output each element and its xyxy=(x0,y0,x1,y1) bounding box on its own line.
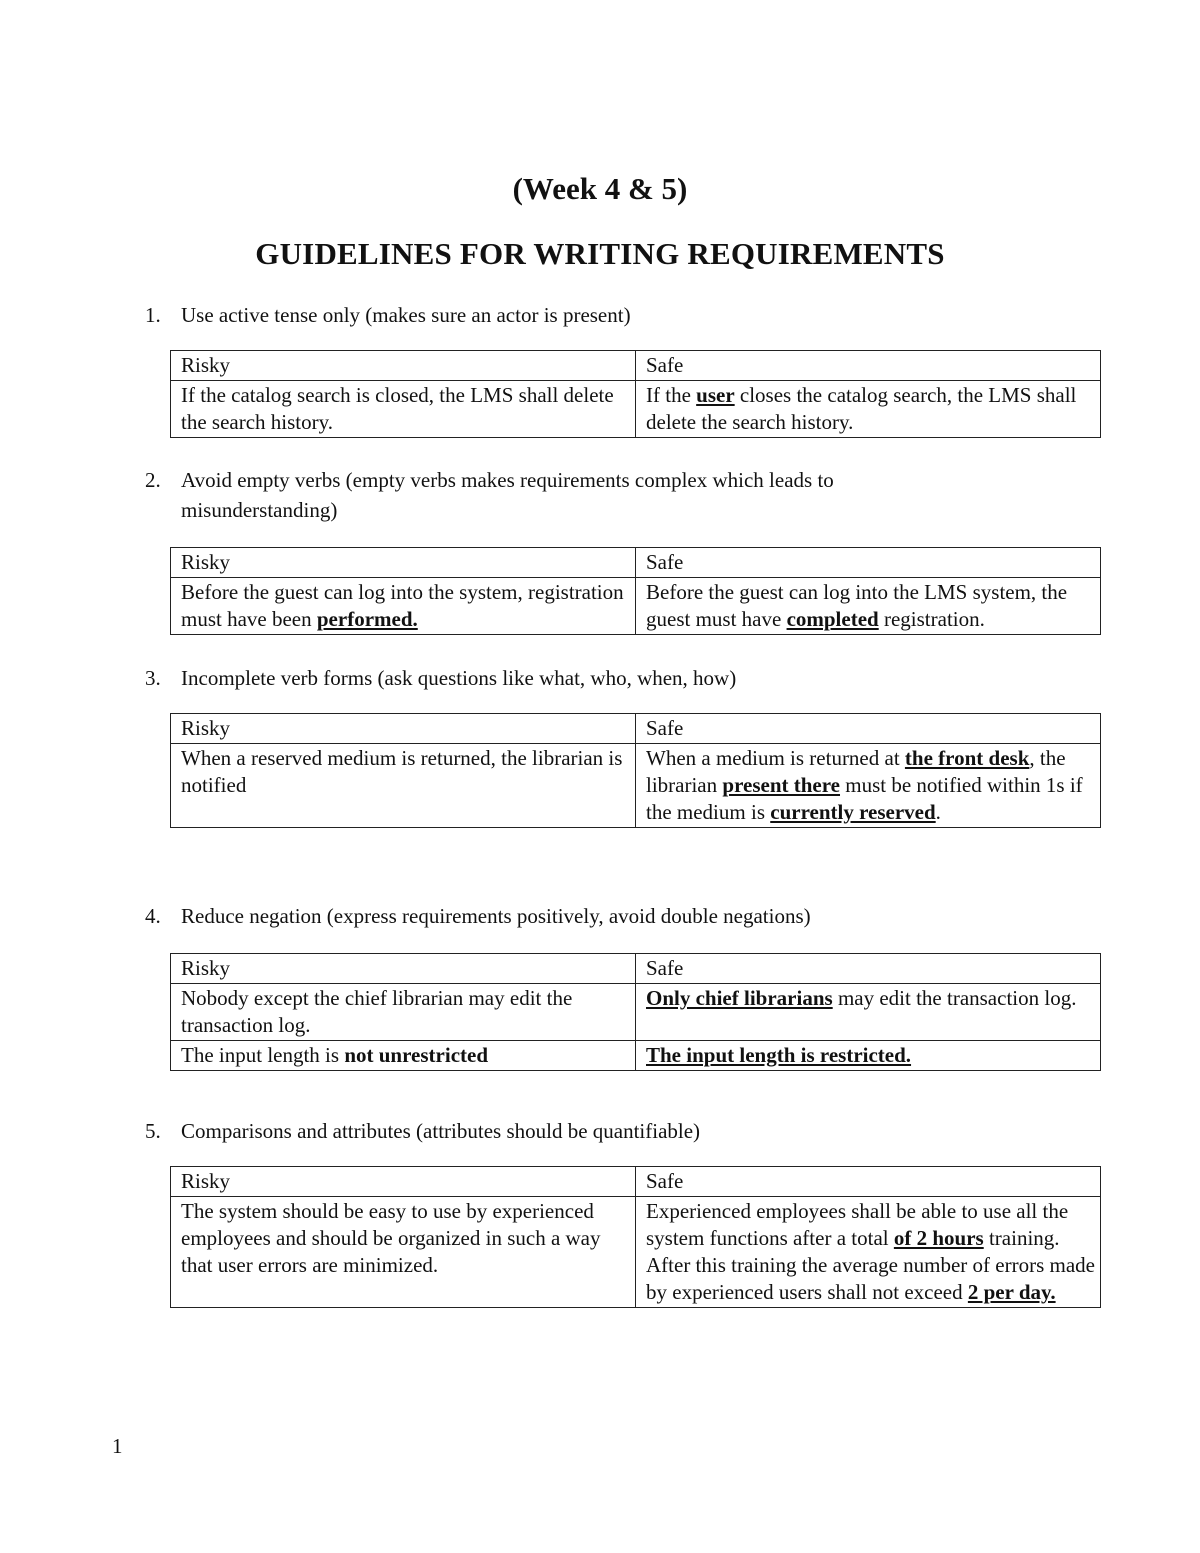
risky-header: Risky xyxy=(171,1167,636,1197)
emphasis: not unrestricted xyxy=(344,1043,489,1067)
risky-example: The system should be easy to use by experienced employees and should be organized in such a way that user errors are minimized. xyxy=(171,1197,636,1308)
emphasis: Only chief librarians xyxy=(646,986,833,1010)
example-table xyxy=(170,1166,1101,1308)
safe-example: Experienced employees shall be able to use all the system functions after a total of 2 hours training. After this training the average number of errors made by experienced users shall not exceed 2 per day. xyxy=(636,1197,1101,1308)
example-table xyxy=(170,713,1101,828)
table-header-row xyxy=(171,351,1101,381)
risky-example: The input length is not unrestricted xyxy=(171,1041,636,1071)
risky-header: Risky xyxy=(171,351,636,381)
risky-header: Risky xyxy=(171,714,636,744)
safe-header: Safe xyxy=(636,548,1101,578)
guideline-text: Use active tense only (makes sure an actor is present) xyxy=(181,303,631,327)
table-header-row xyxy=(171,954,1101,984)
example-table xyxy=(170,350,1101,438)
safe-example: Only chief librarians may edit the transaction log. xyxy=(636,984,1101,1041)
risky-example: Before the guest can log into the system, registration must have been performed. xyxy=(171,578,636,635)
table-row xyxy=(171,1197,1101,1308)
safe-header: Safe xyxy=(636,714,1101,744)
risky-example: When a reserved medium is returned, the librarian is notified xyxy=(171,744,636,828)
emphasis: completed xyxy=(786,607,879,631)
week-heading: (Week 4 & 5) xyxy=(512,171,688,206)
guideline-number: 5. xyxy=(145,1119,161,1143)
emphasis: present there xyxy=(722,773,841,797)
table-row xyxy=(171,381,1101,438)
guideline-number: 3. xyxy=(145,666,161,690)
guideline-text: Reduce negation (express requirements positively, avoid double negations) xyxy=(181,904,811,928)
emphasis: user xyxy=(696,383,735,407)
emphasis: the front desk xyxy=(904,746,1030,770)
table-header-row xyxy=(171,714,1101,744)
safe-header: Safe xyxy=(636,954,1101,984)
safe-example: If the user closes the catalog search, the LMS shall delete the search history. xyxy=(636,381,1101,438)
guideline-number: 1. xyxy=(145,303,161,327)
emphasis: The input length is restricted. xyxy=(646,1043,912,1067)
emphasis: performed. xyxy=(316,607,418,631)
risky-example: If the catalog search is closed, the LMS shall delete the search history. xyxy=(171,381,636,438)
table-row xyxy=(171,1041,1101,1071)
table-row xyxy=(171,578,1101,635)
guideline-number: 4. xyxy=(145,904,161,928)
guideline-text: Comparisons and attributes (attributes should be quantifiable) xyxy=(181,1119,701,1143)
guideline-number: 2. xyxy=(145,468,161,492)
table-row xyxy=(171,984,1101,1041)
safe-header: Safe xyxy=(636,1167,1101,1197)
page-title: GUIDELINES FOR WRITING REQUIREMENTS xyxy=(255,236,945,271)
risky-header: Risky xyxy=(171,954,636,984)
example-table xyxy=(170,953,1101,1071)
table-header-row xyxy=(171,1167,1101,1197)
safe-example: When a medium is returned at the front desk, the librarian present there must be notified within 1s if the medium is currently reserved. xyxy=(636,744,1101,828)
safe-example: Before the guest can log into the LMS system, the guest must have completed registration. xyxy=(636,578,1101,635)
emphasis: 2 per day. xyxy=(967,1280,1056,1304)
page-number: 1 xyxy=(112,1434,123,1458)
guideline-text: Avoid empty verbs (empty verbs makes requirements complex which leads to misunderstanding) xyxy=(181,468,834,522)
safe-header: Safe xyxy=(636,351,1101,381)
table-row xyxy=(171,744,1101,828)
risky-example: Nobody except the chief librarian may edit the transaction log. xyxy=(171,984,636,1041)
example-table xyxy=(170,547,1101,635)
safe-example xyxy=(636,1041,1101,1071)
emphasis: of 2 hours xyxy=(893,1226,984,1250)
emphasis: currently reserved xyxy=(770,800,936,824)
table-header-row xyxy=(171,548,1101,578)
guideline-text: Incomplete verb forms (ask questions like what, who, when, how) xyxy=(181,666,737,690)
risky-header: Risky xyxy=(171,548,636,578)
